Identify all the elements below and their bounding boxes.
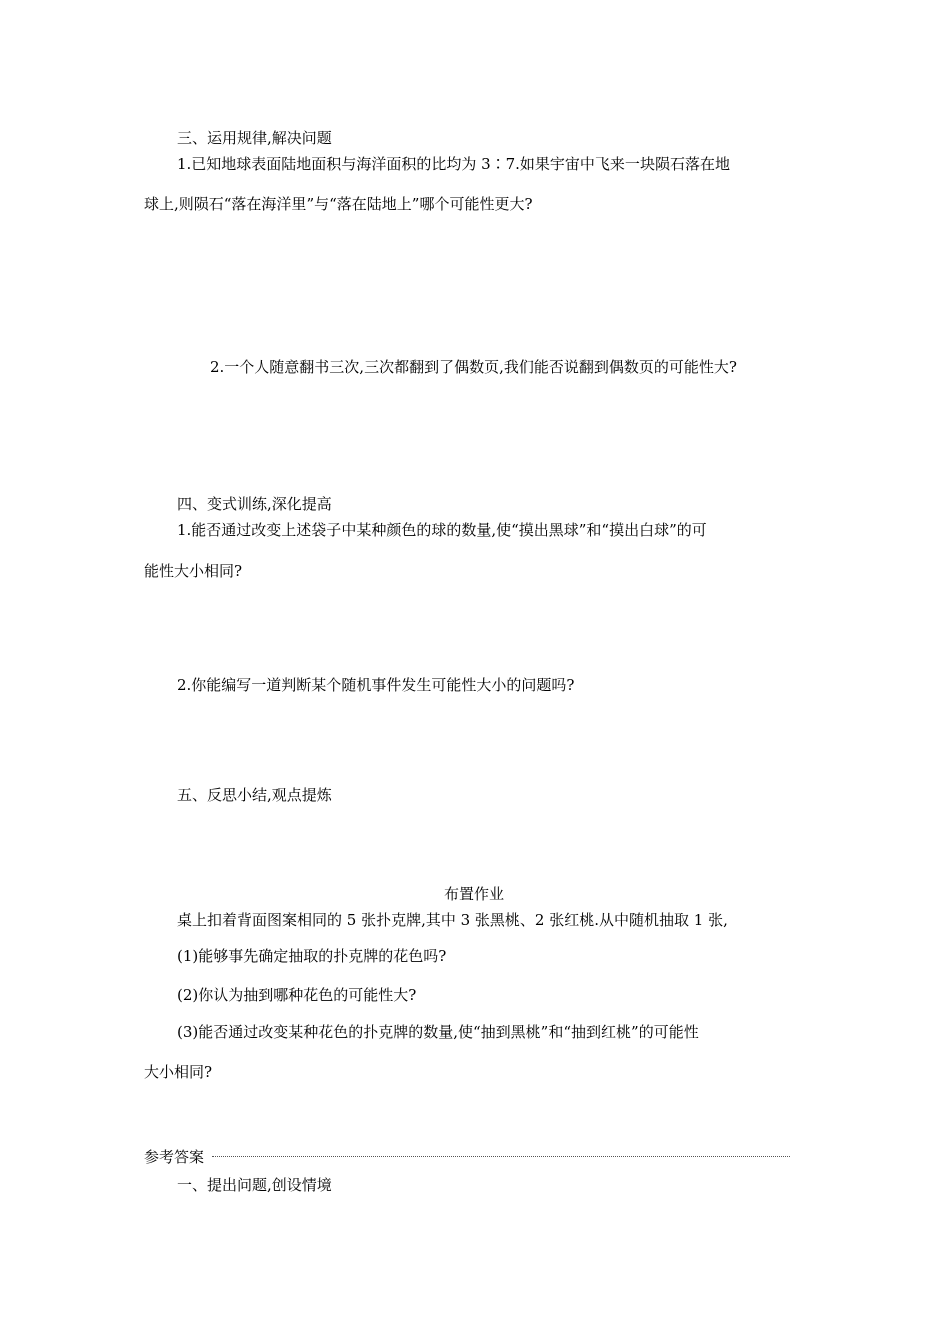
- section-4-heading: 四、变式训练,深化提高: [177, 495, 332, 513]
- section-4-question-1-line-2: 能性大小相同?: [144, 562, 243, 580]
- section-3-question-1-line-2: 球上,则陨石“落在海洋里”与“落在陆地上”哪个可能性更大?: [144, 195, 533, 213]
- homework-item-3-line-1: (3)能否通过改变某种花色的扑克牌的数量,使“抽到黑桃”和“抽到红桃”的可能性: [177, 1023, 699, 1041]
- section-4-question-2: 2.你能编写一道判断某个随机事件发生可能性大小的问题吗?: [177, 676, 575, 694]
- homework-item-2: (2)你认为抽到哪种花色的可能性大?: [177, 986, 417, 1004]
- section-3-heading: 三、运用规律,解决问题: [177, 129, 332, 147]
- section-5-heading: 五、反思小结,观点提炼: [177, 786, 332, 804]
- section-3-question-1-line-1: 1.已知地球表面陆地面积与海洋面积的比均为 3∶7.如果宇宙中飞来一块陨石落在地: [177, 155, 730, 173]
- homework-item-3-line-2: 大小相同?: [144, 1063, 213, 1081]
- homework-intro: 桌上扣着背面图案相同的 5 张扑克牌,其中 3 张黑桃、2 张红桃.从中随机抽取 1 张,: [177, 911, 728, 929]
- homework-title: 布置作业: [444, 885, 505, 903]
- section-4-question-1-line-1: 1.能否通过改变上述袋子中某种颜色的球的数量,使“摸出黑球”和“摸出白球”的可: [177, 521, 707, 539]
- answers-label: 参考答案: [144, 1148, 205, 1166]
- homework-item-1: (1)能够事先确定抽取的扑克牌的花色吗?: [177, 947, 447, 965]
- answers-section-1-heading: 一、提出问题,创设情境: [177, 1176, 332, 1194]
- answers-divider: [212, 1156, 790, 1157]
- section-3-question-2: 2.一个人随意翻书三次,三次都翻到了偶数页,我们能否说翻到偶数页的可能性大?: [210, 358, 737, 376]
